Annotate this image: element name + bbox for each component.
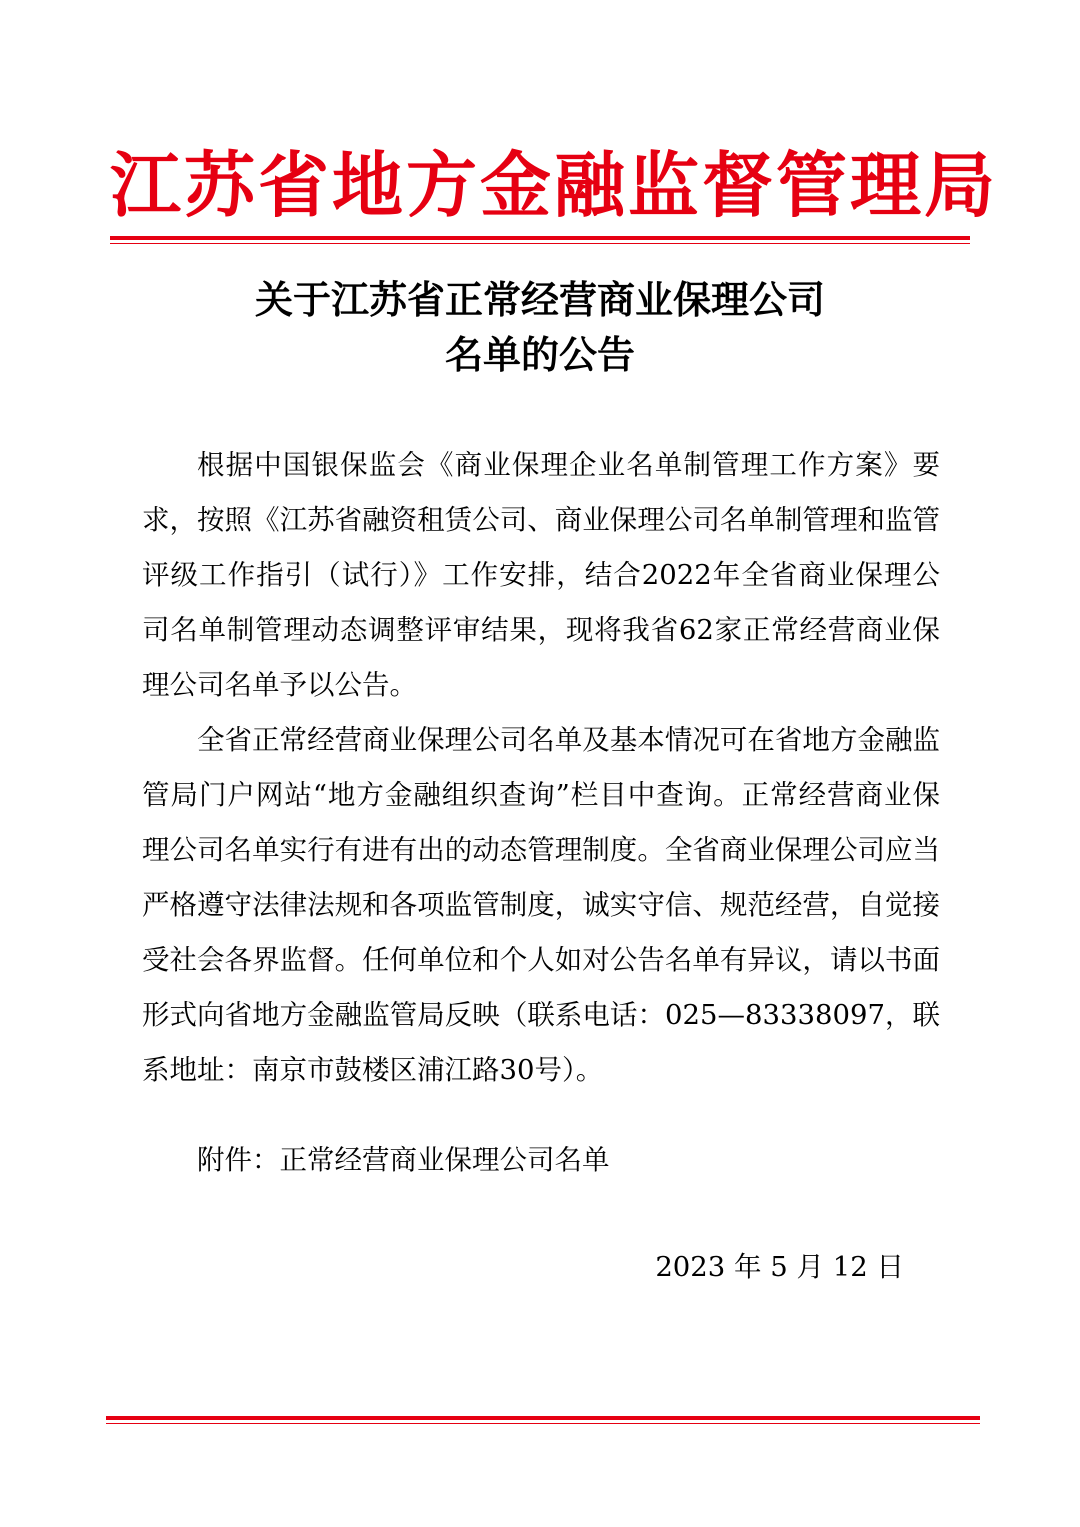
notice-body [142,438,940,1098]
footer-thin-line [106,1423,980,1424]
body-paragraph-1: 根据中国银保监会《商业保理企业名单制管理工作方案》要求，按照《江苏省融资租赁公司、商业保理公司名单制管理和监管评级工作指引（试行）》工作安排，结合2022年全省商业保理公司名单制管理动态调整评审结果，现将我省62家正常经营商业保理公司名单予以公告。 [142,449,940,701]
notice-title-line-1: 关于江苏省正常经营商业保理公司 [254,277,825,322]
divider-thin-line [110,243,970,244]
masthead-agency-name: 江苏省地方金融监督管理局 [110,143,999,227]
footer-divider [106,1416,980,1424]
attachment-line: 附件：正常经营商业保理公司名单 [197,1144,610,1176]
body-paragraph-2: 全省正常经营商业保理公司名单及基本情况可在省地方金融监管局门户网站“地方金融组织查询”栏目中查询。正常经营商业保理公司名单实行有进有出的动态管理制度。全省商业保理公司应当严格遵守法律法规和各项监管制度，诚实守信、规范经营，自觉接受社会各界监督。任何单位和个人如对公告名单有异议，请以书面形式向省地方金融监管局反映（联系电话：025—83338097，联系地址：南京市鼓楼区浦江路30号）。 [142,724,940,1086]
masthead-divider [110,236,970,244]
notice-title [110,272,970,382]
issue-date: 2023 年 5 月 12 日 [655,1251,904,1283]
notice-title-line-2: 名单的公告 [444,332,635,377]
